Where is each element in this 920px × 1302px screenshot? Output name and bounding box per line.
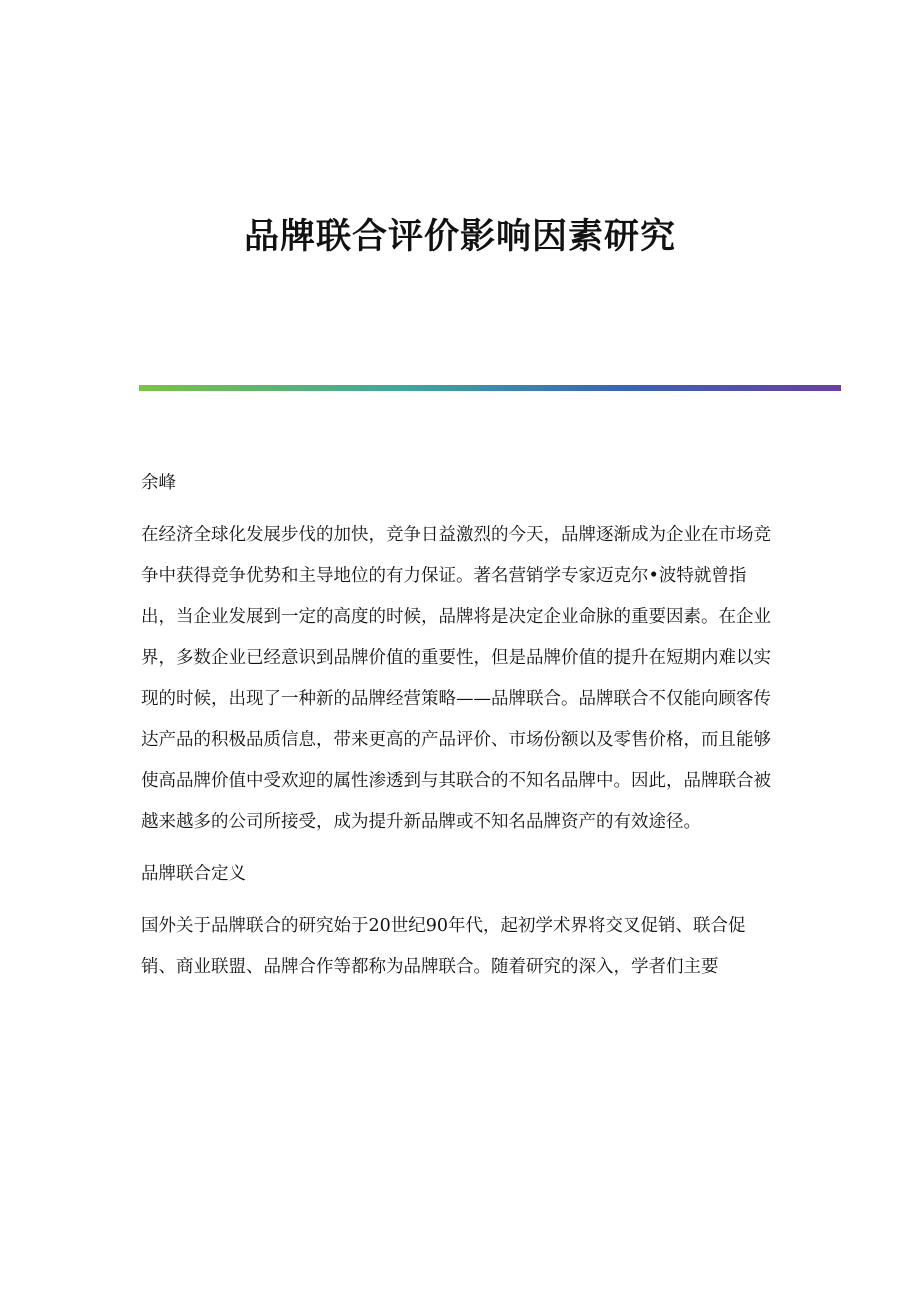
author-name: 余峰 bbox=[141, 473, 176, 493]
intro-paragraph: 在经济全球化发展步伐的加快，竞争日益激烈的今天，品牌逐渐成为企业在市场竞争中获得竞争优势和主导地位的有力保证。著名营销学专家迈克尔•波特就曾指出，当企业发展到一定的高度的时候，品牌将是决定企业命脉的重要因素。在企业界，多数企业已经意识到品牌价值的重要性，但是品牌价值的提升在短期内难以实现的时候，出现了一种新的品牌经营策略——品牌联合。品牌联合不仅能向顾客传达产品的积极品质信息，带来更高的产品评价、市场份额以及零售价格，而且能够使高品牌价值中受欢迎的属性渗透到与其联合的不知名品牌中。因此，品牌联合被越来越多的公司所接受，成为提升新品牌或不知名品牌资产的有效途径。 bbox=[141, 525, 771, 832]
document-title: 品牌联合评价影响因素研究 bbox=[243, 216, 676, 257]
section-paragraph: 国外关于品牌联合的研究始于20世纪90年代，起初学术界将交叉促销、联合促销、商业联盟、品牌合作等都称为品牌联合。随着研究的深入，学者们主要 bbox=[141, 916, 746, 977]
gradient-divider bbox=[139, 385, 841, 391]
document-body bbox=[141, 463, 779, 999]
section-heading: 品牌联合定义 bbox=[141, 864, 246, 884]
